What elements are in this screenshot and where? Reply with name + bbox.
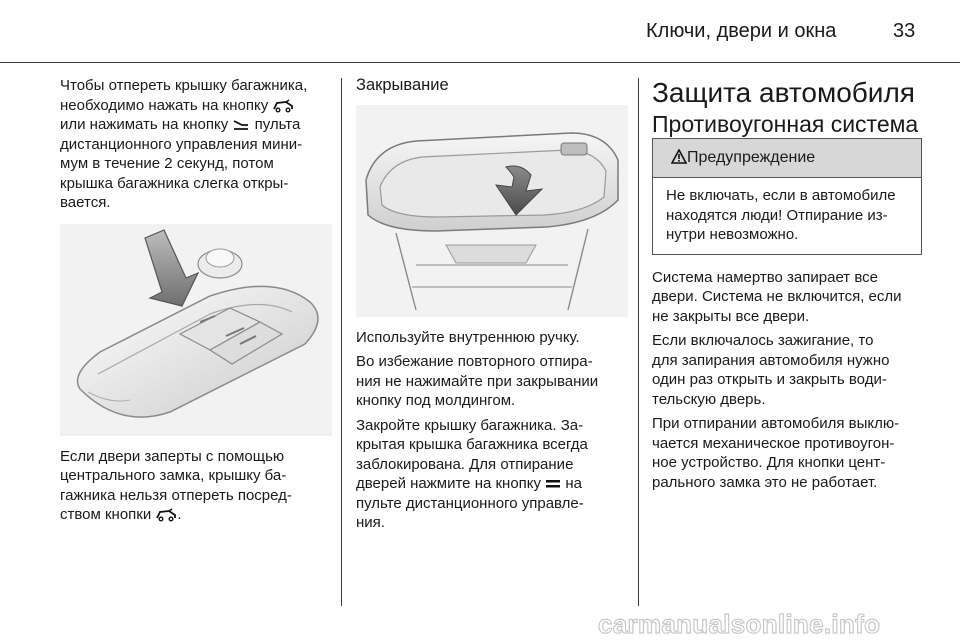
paragraph-central-lock: Если двери заперты с помощью центрального замка, крышку ба- гажника нельзя отпереть посред- ством кнопки . <box>60 447 292 523</box>
trunk-release-icon <box>232 119 250 131</box>
column-right <box>652 76 922 492</box>
car-trunk-icon <box>272 99 294 113</box>
page-number: 33 <box>893 20 916 42</box>
warning-triangle-icon <box>671 149 687 164</box>
paragraph-close-trunk: Закройте крышку багажника. За- крытая крышка багажника всегда заблокирована. Для отпирание дверей нажмите на кнопку на пульте дистанционного управле- ния. <box>356 416 588 531</box>
watermark-text: carmanualsonline.info <box>598 609 881 639</box>
paragraph-avoid-reopen: Во избежание повторного отпира- ния не нажимайте при закрывании кнопку под молдингом. <box>356 353 599 409</box>
page-header <box>0 0 960 62</box>
car-trunk-icon <box>155 508 177 522</box>
paragraph-trunk-open: Чтобы отпереть крышку багажника, необходимо нажать на кнопку или нажимать на кнопку пульта дистанционного управления мини- мум в течение 2 секунд, потом крышка багажника слегка откры- вается. <box>60 77 308 211</box>
paragraph-ignition: Если включалось зажигание, то для запирания автомобиля нужно один раз открыть и закрыть води- тельскую дверь. <box>652 332 890 408</box>
column-divider <box>638 78 639 606</box>
section-heading-closing: Закрывание <box>356 76 449 94</box>
column-divider <box>341 78 342 606</box>
header-rule <box>0 62 960 63</box>
section-heading-vehicle-security: Защита автомобиля <box>652 77 915 108</box>
paragraph-inner-handle: Используйте внутреннюю ручку. <box>356 328 580 346</box>
warning-box <box>652 138 922 255</box>
column-left <box>60 76 332 525</box>
paragraph-unlock-deactivate: При отпирании автомобиля выклю- чается механическое противоугон- ное устройство. Для кнопки цент- рального замка это не работает. <box>652 415 900 491</box>
subsection-heading-anti-theft: Противоугонная система <box>652 111 919 137</box>
warning-body: Не включать, если в автомобиле находятся люди! Отпирание из- нутри невозможно. <box>666 187 896 243</box>
chapter-title: Ключи, двери и окна <box>646 20 837 42</box>
warning-header: Предупреждение <box>653 139 921 178</box>
lock-icon <box>545 479 561 489</box>
watermark <box>590 604 950 642</box>
remote-key-illustration <box>60 224 332 436</box>
column-middle <box>356 76 628 533</box>
paragraph-system-locks: Система намертво запирает все двери. Система не включится, если не закрыты все двери. <box>652 268 902 325</box>
trunk-lid-illustration <box>356 105 628 317</box>
